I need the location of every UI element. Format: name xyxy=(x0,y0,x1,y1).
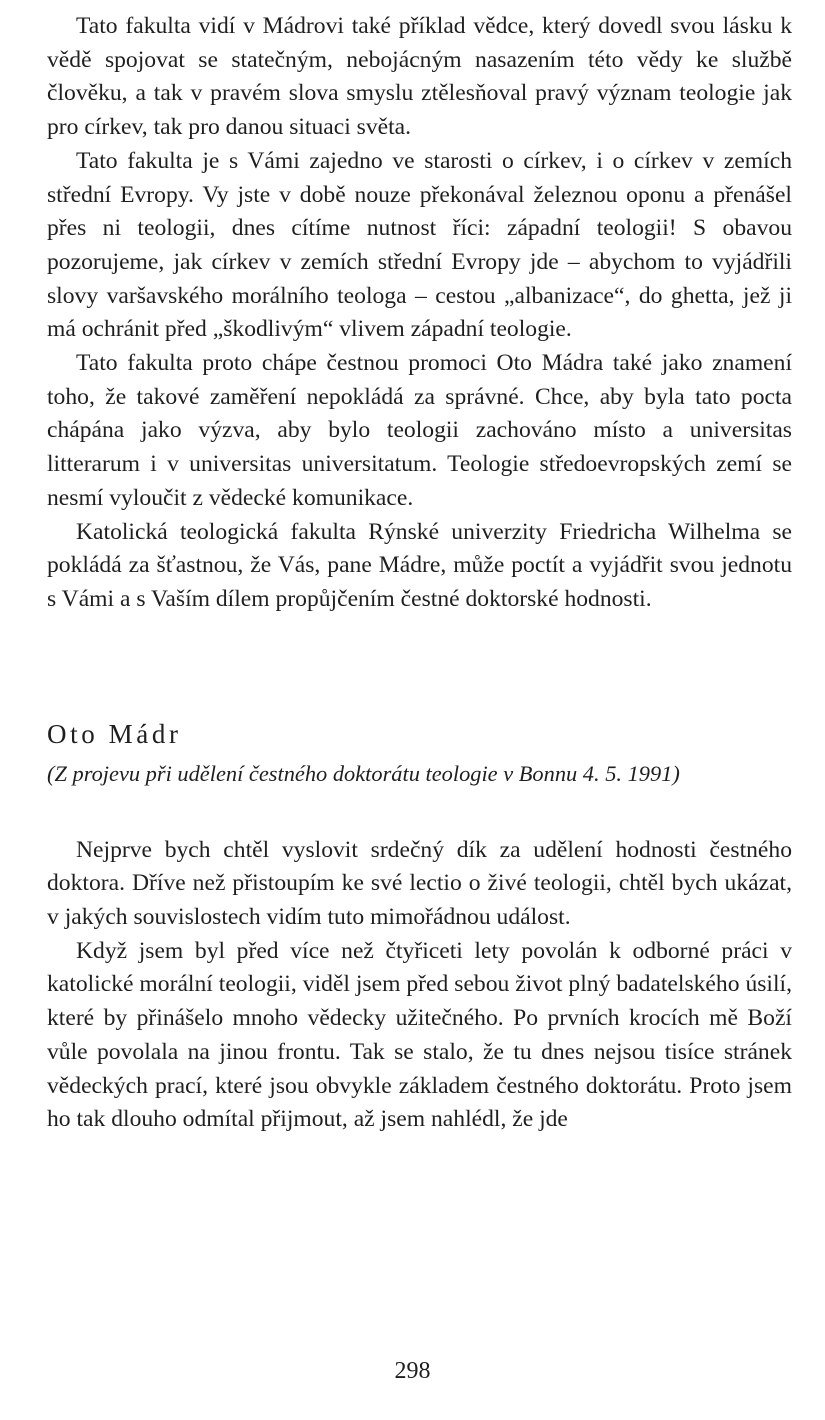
section-subtitle: (Z projevu při udělení čestného doktorátu teologie v Bonnu 4. 5. 1991) xyxy=(47,760,680,786)
subtitle-gap xyxy=(47,790,792,834)
section-author: Oto Mádr xyxy=(47,718,182,749)
document-page xyxy=(47,10,792,1137)
paragraph: Tato fakulta proto chápe čestnou promoci Oto Mádra také jako znamení toho, že takové zaměření nepokládá za správné. Chce, aby byla tato pocta chápána jako výzva, aby bylo teologii zachováno místo a universitas litterarum i v universitas universitatum. Teologie středoevropských zemí se nesmí vyloučit z vědecké komunikace. xyxy=(47,350,792,511)
paragraph: Tato fakulta je s Vámi zajedno ve starosti o církev, i o církev v zemích střední Evropy. Vy jste v době nouze překonával železnou oponu a přenášel přes ni teologii, dnes cítíme nutnost říci: západní teologii! S obavou pozorujeme, jak církev v zemích střední Evropy jde – abychom to vyjádřili slovy varšavského morálního teologa – cestou „albanizace“, do ghetta, jež ji má ochránit před „škodlivým“ vlivem západní teologie. xyxy=(47,147,792,343)
paragraph: Nejprve bych chtěl vyslovit srdečný dík za udělení hodnosti čestného doktora. Dříve než přistoupím ke své lectio o živé teologii, chtěl bych ukázat, v jakých souvislostech vidím tuto mimořádnou událost. xyxy=(47,836,792,931)
section-gap xyxy=(47,617,792,714)
page-number: 298 xyxy=(394,1358,431,1384)
paragraph: Katolická teologická fakulta Rýnské univerzity Friedricha Wilhelma se pokládá za šťastnou, že Vás, pane Mádre, může poctít a vyjádřit svou jednotu s Vámi a s Vaším dílem propůjčením čestné doktorské hodnosti. xyxy=(47,518,792,612)
paragraph: Tato fakulta vidí v Mádrovi také příklad vědce, který dovedl svou lásku k vědě spojovat se statečným, nebojácným nasazením této vědy ke službě člověku, a tak v pravém slova smyslu ztělesňoval pravý význam teologie jak pro církev, tak pro danou situaci světa. xyxy=(47,13,792,141)
paragraph: Když jsem byl před více než čtyřiceti lety povolán k odborné práci v katolické morální teologii, viděl jsem před sebou život plný badatelského úsilí, které by přinášelo mnoho vědecky užitečného. Po prvních krocích mě Boží vůle povolala na jinou frontu. Tak se stalo, že tu dnes nejsou tisíce stránek vědeckých prací, které jsou obvykle základem čestného doktorátu. Proto jsem ho tak dlouho odmítal přijmout, až jsem nahlédl, že jde xyxy=(47,937,792,1133)
